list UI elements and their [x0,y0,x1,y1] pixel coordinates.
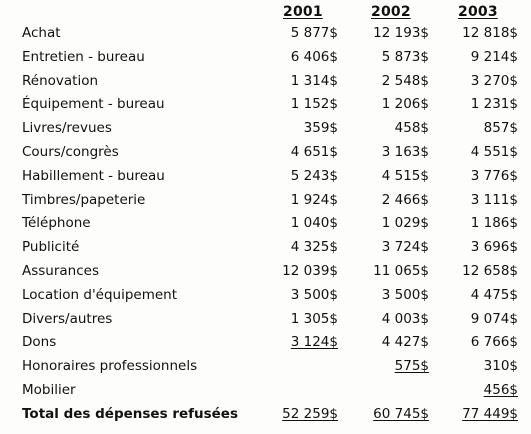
table-row [0,331,531,355]
value-2003: 1 231$ [470,96,518,113]
value-2002: 2 548$ [381,72,429,89]
value-2001: 12 039$ [282,262,338,279]
value-2003: 6 766$ [470,334,518,351]
row-label: Livres/revues [22,120,112,137]
table-row [0,308,531,332]
value-2002: 1 206$ [381,96,429,113]
value-2002: 3 724$ [381,239,429,256]
value-2002: 12 193$ [373,25,429,41]
value-2001: 1 040$ [290,215,338,232]
value-2003: 3 111$ [470,191,518,208]
value-2003: 9 214$ [470,48,518,65]
table-row [0,117,531,141]
total-2003: 77 449$ [462,405,518,422]
row-label: Entretien - bureau [22,48,145,65]
value-2003: 310$ [483,358,518,375]
value-2001: 1 924$ [290,191,338,208]
value-2003: 3 776$ [470,167,518,184]
value-2003: 1 186$ [470,215,518,232]
row-label: Publicité [22,239,80,256]
table-row [0,93,531,117]
value-2002: 5 873$ [381,48,429,65]
value-2002: 2 466$ [381,191,429,208]
year-header-2001: 2001 [283,4,323,20]
row-label: Honoraires professionnels [22,358,198,375]
year-header-2002: 2002 [371,4,411,20]
total-label: Total des dépenses refusées [22,405,238,422]
row-label: Achat [22,25,61,41]
value-2003: 3 696$ [470,239,518,256]
total-row [0,403,531,427]
value-2003: 4 475$ [470,286,518,303]
value-2002: 4 003$ [381,310,429,327]
table-row [0,70,531,94]
value-2001: 3 124$ [290,334,338,351]
row-label: Divers/autres [22,310,113,327]
row-label: Rénovation [22,72,99,89]
table-row [0,260,531,284]
row-label: Assurances [22,262,99,279]
value-2001: 1 305$ [290,310,338,327]
table-row [0,355,531,379]
value-2001: 5 243$ [290,167,338,184]
row-label: Habillement - bureau [22,167,165,184]
table-row [0,22,531,46]
value-2003: 4 551$ [470,143,518,160]
value-2001: 359$ [303,120,338,137]
value-2001: 1 152$ [290,96,338,113]
row-label: Dons [22,334,57,351]
expense-rows [0,22,531,427]
table-row [0,46,531,70]
row-label: Cours/congrès [22,143,119,160]
row-label: Location d'équipement [22,286,178,303]
year-header-row [0,4,531,24]
table-row [0,284,531,308]
value-2003: 12 658$ [462,262,518,279]
row-label: Téléphone [22,215,91,232]
value-2003: 3 270$ [470,72,518,89]
value-2002: 4 515$ [381,167,429,184]
value-2002: 3 500$ [381,286,429,303]
table-row [0,141,531,165]
value-2002: 11 065$ [373,262,429,279]
row-label: Timbres/papeterie [22,191,146,208]
value-2001: 4 325$ [290,239,338,256]
value-2002: 3 163$ [381,143,429,160]
table-row [0,236,531,260]
value-2001: 3 500$ [290,286,338,303]
table-row [0,212,531,236]
value-2001: 4 651$ [290,143,338,160]
row-label: Équipement - bureau [22,96,165,113]
value-2001: 5 877$ [290,25,338,41]
value-2003: 12 818$ [462,25,518,41]
year-header-2003: 2003 [458,4,498,20]
value-2001: 1 314$ [290,72,338,89]
value-2002: 575$ [394,358,429,375]
value-2001: 6 406$ [290,48,338,65]
total-2002: 60 745$ [373,405,429,422]
table-row [0,379,531,403]
total-2001: 52 259$ [282,405,338,422]
value-2002: 458$ [394,120,429,137]
value-2002: 1 029$ [381,215,429,232]
value-2003: 456$ [483,381,518,398]
value-2002: 4 427$ [381,334,429,351]
value-2003: 9 074$ [470,310,518,327]
table-row [0,165,531,189]
value-2003: 857$ [483,120,518,137]
row-label: Mobilier [22,381,76,398]
table-row [0,189,531,213]
